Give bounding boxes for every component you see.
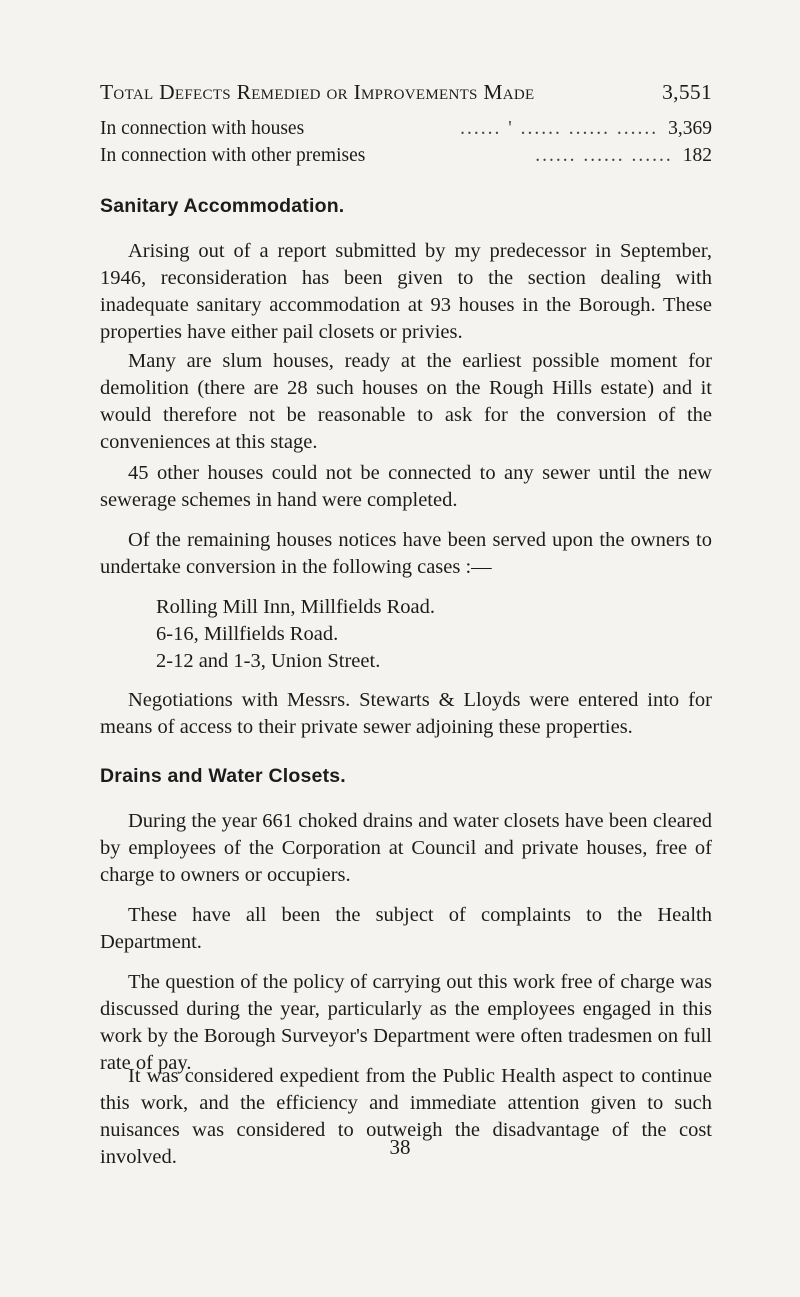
paragraph: Negotiations with Messrs. Stewarts & Lloyds were entered into for means of access to their private sewer adjoining these properties.: [100, 689, 712, 738]
summary-row-houses: [100, 118, 712, 140]
summary-title: Total Defects Remedied or Improvements Made: [100, 80, 535, 104]
paragraph: Arising out of a report submitted by my predecessor in September, 1946, reconsideration has been given to the section dealing with inadequate sanitary accommodation at 93 houses in the Borough. These properties have either pail closets or privies.: [100, 240, 712, 343]
summary-total: 3,551: [662, 80, 712, 104]
leader-dots: ...... ...... ......: [535, 145, 673, 166]
leader-dots: ...... ' ...... ...... ......: [460, 118, 659, 139]
cases-list: [156, 594, 435, 675]
list-item: Rolling Mill Inn, Millfields Road.: [156, 596, 436, 618]
summary-row-other-premises: [100, 145, 712, 167]
list-item: 2-12 and 1-3, Union Street.: [156, 650, 381, 672]
paragraph: It was considered expedient from the Public Health aspect to continue this work, and the efficiency and immediate attention given to such nuisances was considered to outweigh the disadvantage of the cost involved.: [100, 1065, 712, 1168]
paragraph: Of the remaining houses notices have been served upon the owners to undertake conversion in the following cases :—: [100, 529, 712, 578]
paragraph: The question of the policy of carrying out this work free of charge was discussed during the year, particularly as the employees engaged in this work by the Borough Surveyor's Department were often tradesmen on full rate of pay.: [100, 971, 712, 1074]
paragraph: Many are slum houses, ready at the earliest possible moment for demolition (there are 28 such houses on the Rough Hills estate) and it would therefore not be reasonable to ask for the conversion of the conveniences at this stage.: [100, 350, 712, 453]
summary-heading-row: [100, 80, 712, 105]
list-item: 6-16, Millfields Road.: [156, 623, 339, 645]
summary-row-label: In connection with houses: [100, 118, 305, 139]
section-heading-sanitary: Sanitary Accommodation.: [100, 195, 345, 217]
paragraph: During the year 661 choked drains and water closets have been cleared by employees of the Corporation at Council and private houses, free of charge to owners or occupiers.: [100, 810, 712, 886]
summary-row-value: 182: [682, 145, 712, 166]
paragraph: 45 other houses could not be connected to any sewer until the new sewerage schemes in hand were completed.: [100, 462, 712, 511]
paragraph: These have all been the subject of complaints to the Health Department.: [100, 904, 712, 953]
summary-row-value: 3,369: [668, 118, 712, 139]
page-number: 38: [389, 1135, 411, 1159]
section-heading-drains: Drains and Water Closets.: [100, 765, 346, 787]
summary-row-label: In connection with other premises: [100, 145, 366, 166]
